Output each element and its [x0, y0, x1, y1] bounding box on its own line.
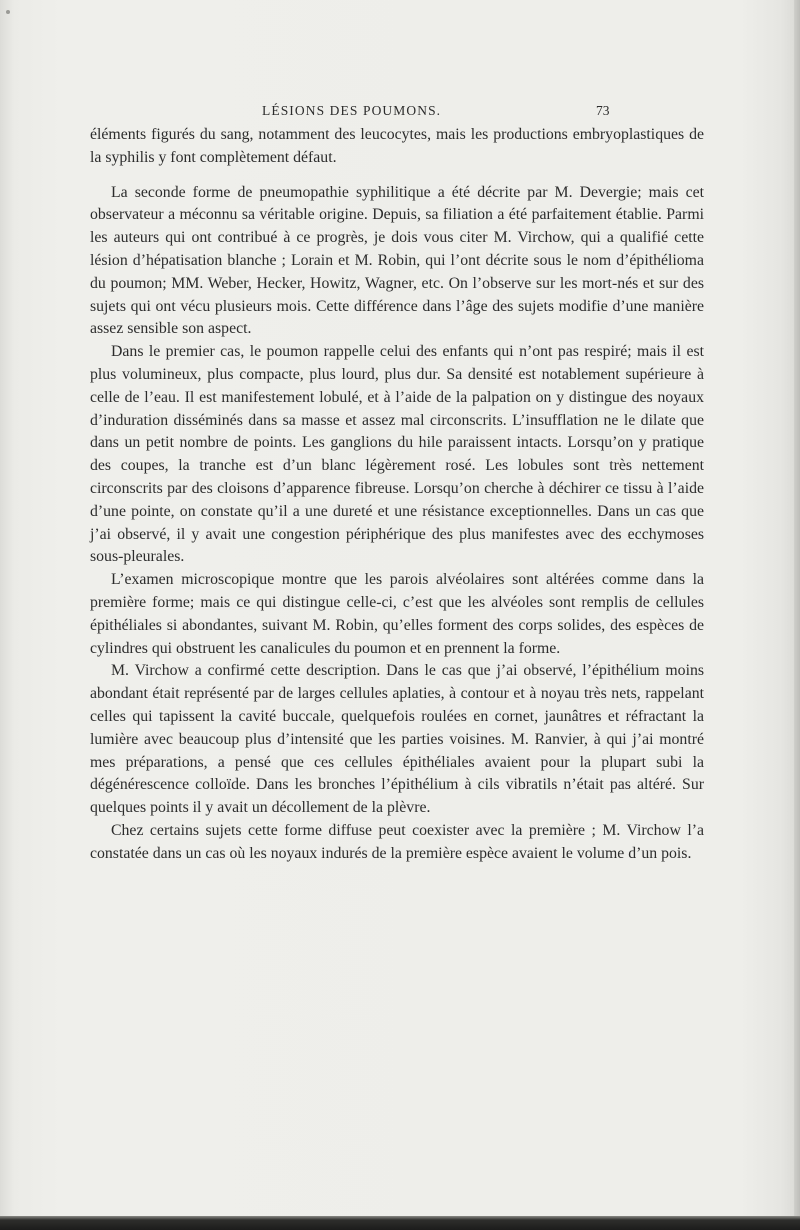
paragraph: Chez certains sujets cette forme diffuse peut coexister avec la première ; M. Virchow l’a constatée dans un cas où les noyaux indurés de la première espèce avaient le volume d’un pois. [90, 821, 704, 862]
paragraph: L’examen microscopique montre que les parois alvéolaires sont altérées comme dans la première forme; mais ce qui distingue celle-ci, c’est que les alvéoles sont remplis de cellules épithéliales si abondantes, suivant M. Robin, qu’elles forment des corps solides, des espèces de cylindres qui obstruent les canalicules du poumon et en prennent la forme. [90, 571, 704, 657]
body-text [90, 124, 704, 866]
paragraph: Dans le premier cas, le poumon rappelle celui des enfants qui n’ont pas respiré; mais il est plus volumineux, plus compacte, plus lourd, plus dur. Sa densité est notablement supérieure à celle de l’eau. Il est manifestement lobulé, et à l’aide de la palpation on y distingue des noyaux d’induration disséminés dans sa masse et assez mal circonscrits. L’insufflation ne le dilate que dans un petit nombre de points. Les ganglions du hile paraissent intacts. Lorsqu’on y pratique des coupes, la tranche est d’un blanc légèrement rosé. Les lobules sont très nettement circonscrits par des cloisons d’apparence fibreuse. Lorsqu’on cherche à déchirer ce tissu à l’aide d’une pointe, on constate qu’il a une dureté et une résistance exceptionnelles. Dans un cas que j’ai observé, il y avait une congestion périphérique des plus manifestes avec des ecchymoses sous-pleurales. [90, 343, 704, 566]
page-number: 73 [596, 103, 610, 118]
paragraph-continuation: éléments figurés du sang, notamment des leucocytes, mais les productions embryoplastiques de la syphilis y font complètement défaut. [90, 126, 704, 166]
paragraph: M. Virchow a confirmé cette description. Dans le cas que j’ai observé, l’épithélium moins abondant était représenté par de larges cellules aplaties, à contour et à noyau très nets, rappelant celles qui tapissent la cavité buccale, quelquefois roulées en cornet, jaunâtres et réfractant la lumière avec beaucoup plus d’intensité que les parties voisines. M. Ranvier, à qui j’ai montré mes préparations, a pensé que ces cellules épithéliales avaient pour la plupart subi la dégénérescence colloïde. Dans les bronches l’épithélium à cils vibratils n’était pas altéré. Sur quelques points il y avait un décollement de la plèvre. [90, 662, 704, 817]
scan-bottom-edge [0, 1216, 800, 1230]
paragraph: La seconde forme de pneumopathie syphilitique a été décrite par M. Devergie; mais cet observateur a méconnu sa véritable origine. Depuis, sa filiation a été parfaitement établie. Parmi les auteurs qui ont contribué à ce progrès, je dois vous citer M. Virchow, qui a qualifié cette lésion d’hépatisation blanche ; Lorain et M. Robin, qui l’ont décrite sous le nom d’épithélioma du poumon; MM. Weber, Hecker, Howitz, Wagner, etc. On l’observe sur les mort-nés et sur des sujets qui ont vécu plusieurs mois. Cette différence dans l’âge des sujets modifie d’une manière assez sensible son aspect. [90, 183, 704, 338]
page-speck [6, 10, 10, 14]
page-edge-shadow [794, 0, 800, 1230]
running-title: LÉSIONS DES POUMONS. [262, 103, 442, 118]
running-header [0, 103, 800, 123]
